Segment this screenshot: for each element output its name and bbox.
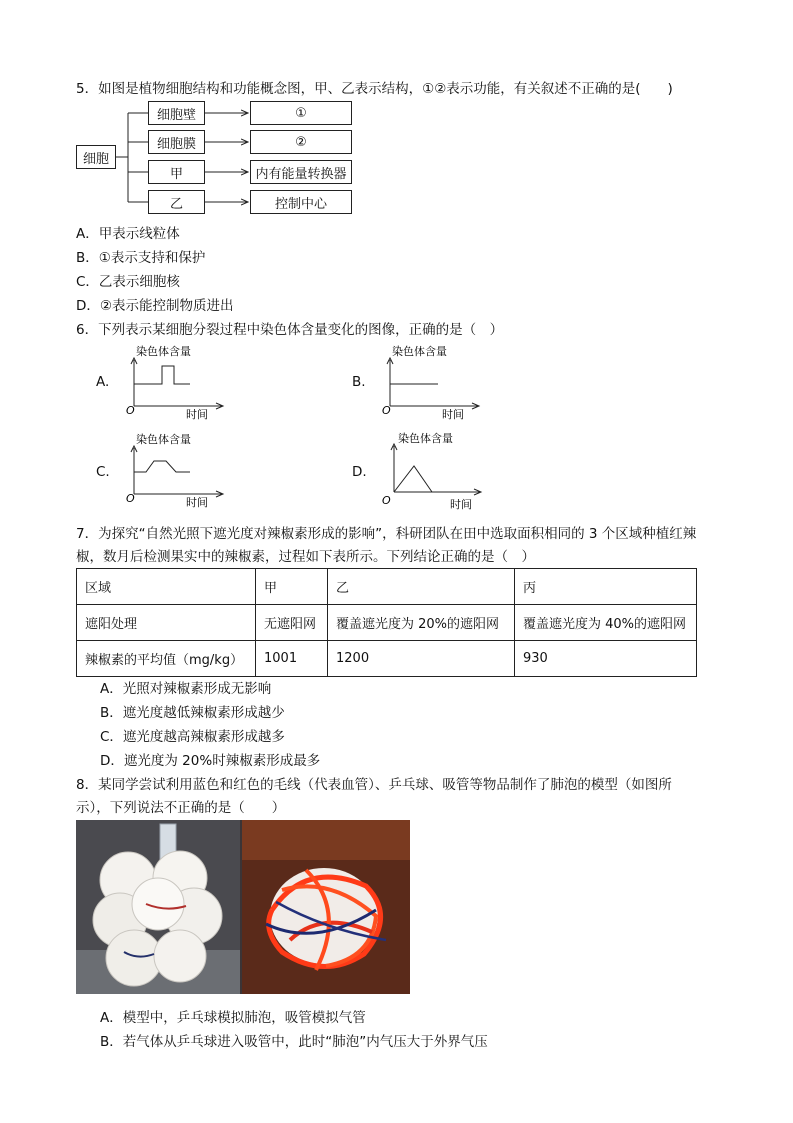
chart-d-xlabel: 时间 [450,498,472,511]
table-cell: 覆盖遮光度为 20%的遮阳网 [328,605,515,641]
chart-b-ylabel: 染色体含量 [392,345,447,358]
diagram-part-cell-membrane: 细胞膜 [148,130,205,154]
table-cell: 辣椒素的平均值（mg/kg） [77,641,256,677]
table-cell: 1200 [328,641,515,677]
chart-c-origin: O [126,492,135,505]
q6-option-a-letter[interactable]: A. [96,374,110,390]
table-cell: 无遮阳网 [256,605,328,641]
chart-a-series-line [134,366,190,384]
chart-a-xlabel: 时间 [186,408,208,421]
q6-option-b-letter[interactable]: B. [352,374,366,390]
q8-option-a[interactable]: A．模型中，乒乓球模拟肺泡，吸管模拟气管 [100,1010,366,1026]
q7-option-c[interactable]: C．遮光度越高辣椒素形成越多 [100,729,285,745]
alveoli-model-illustration [76,820,410,994]
q5-option-a[interactable]: A．甲表示线粒体 [76,226,180,242]
q8-model-photo [76,820,410,994]
diagram-part-cell-wall: 细胞壁 [148,101,205,125]
q7-option-a[interactable]: A．光照对辣椒素形成无影响 [100,681,272,697]
q6-option-d-letter[interactable]: D. [352,464,367,480]
q6-stem: 6．下列表示某细胞分裂过程中染色体含量变化的图像，正确的是（ ） [76,322,504,338]
diagram-function-energy: 内有能量转换器 [250,160,352,184]
table-cell: 乙 [328,569,515,605]
q5-option-c[interactable]: C．乙表示细胞核 [76,274,180,290]
diagram-part-jia: 甲 [148,160,205,184]
chart-c-xlabel: 时间 [186,496,208,509]
q5-option-b[interactable]: B．①表示支持和保护 [76,250,206,266]
q7-stem-line2: 椒，数月后检测果实中的辣椒素，过程如下表所示。下列结论正确的是（ ） [76,549,535,565]
diagram-function-2: ② [250,130,352,154]
q6-chart-c[interactable] [120,428,230,510]
q8-stem-line2: 示），下列说法不正确的是（ ） [76,800,286,816]
q6-option-c-letter[interactable]: C. [96,464,110,480]
chart-b-xlabel: 时间 [442,408,464,421]
table-row [77,569,697,605]
chart-a-origin: O [126,404,135,417]
table-cell: 区域 [77,569,256,605]
table-cell: 覆盖遮光度为 40%的遮阳网 [515,605,697,641]
table-cell: 甲 [256,569,328,605]
q7-option-d[interactable]: D．遮光度为 20%时辣椒素形成最多 [100,753,321,769]
chart-a-ylabel: 染色体含量 [136,345,191,358]
q5-option-d[interactable]: D．②表示能控制物质进出 [76,298,234,314]
diagram-connectors [0,0,793,220]
q7-option-b[interactable]: B．遮光度越低辣椒素形成越少 [100,705,285,721]
q8-stem-line1: 8．某同学尝试利用蓝色和红色的毛线（代表血管）、乒乓球、吸管等物品制作了肺泡的模型（如图所 [76,777,672,793]
table-cell: 遮阳处理 [77,605,256,641]
table-cell: 丙 [515,569,697,605]
table-row [77,605,697,641]
chart-d-origin: O [382,494,391,507]
q5-stem: 5．如图是植物细胞结构和功能概念图，甲、乙表示结构，①②表示功能，有关叙述不正确的是( ) [76,81,673,97]
diagram-function-1: ① [250,101,352,125]
q6-chart-b[interactable] [376,340,486,422]
diagram-root-cell: 细胞 [76,145,116,169]
table-cell: 1001 [256,641,328,677]
q7-stem-line1: 7．为探究“自然光照下遮光度对辣椒素形成的影响”，科研团队在田中选取面积相同的 3 个区域种植红辣 [76,526,697,542]
q7-data-table [76,568,697,677]
q6-chart-d[interactable] [376,428,486,512]
chart-d-ylabel: 染色体含量 [398,432,453,445]
q8-option-b[interactable]: B．若气体从乒乓球进入吸管中，此时“肺泡”内气压大于外界气压 [100,1034,488,1050]
table-cell: 930 [515,641,697,677]
chart-b-origin: O [382,404,391,417]
diagram-function-control: 控制中心 [250,190,352,214]
table-row [77,641,697,677]
q6-chart-a[interactable] [120,340,230,422]
diagram-part-yi: 乙 [148,190,205,214]
chart-d-series-line [394,466,432,492]
chart-c-series-line [134,461,190,472]
chart-c-ylabel: 染色体含量 [136,433,191,446]
